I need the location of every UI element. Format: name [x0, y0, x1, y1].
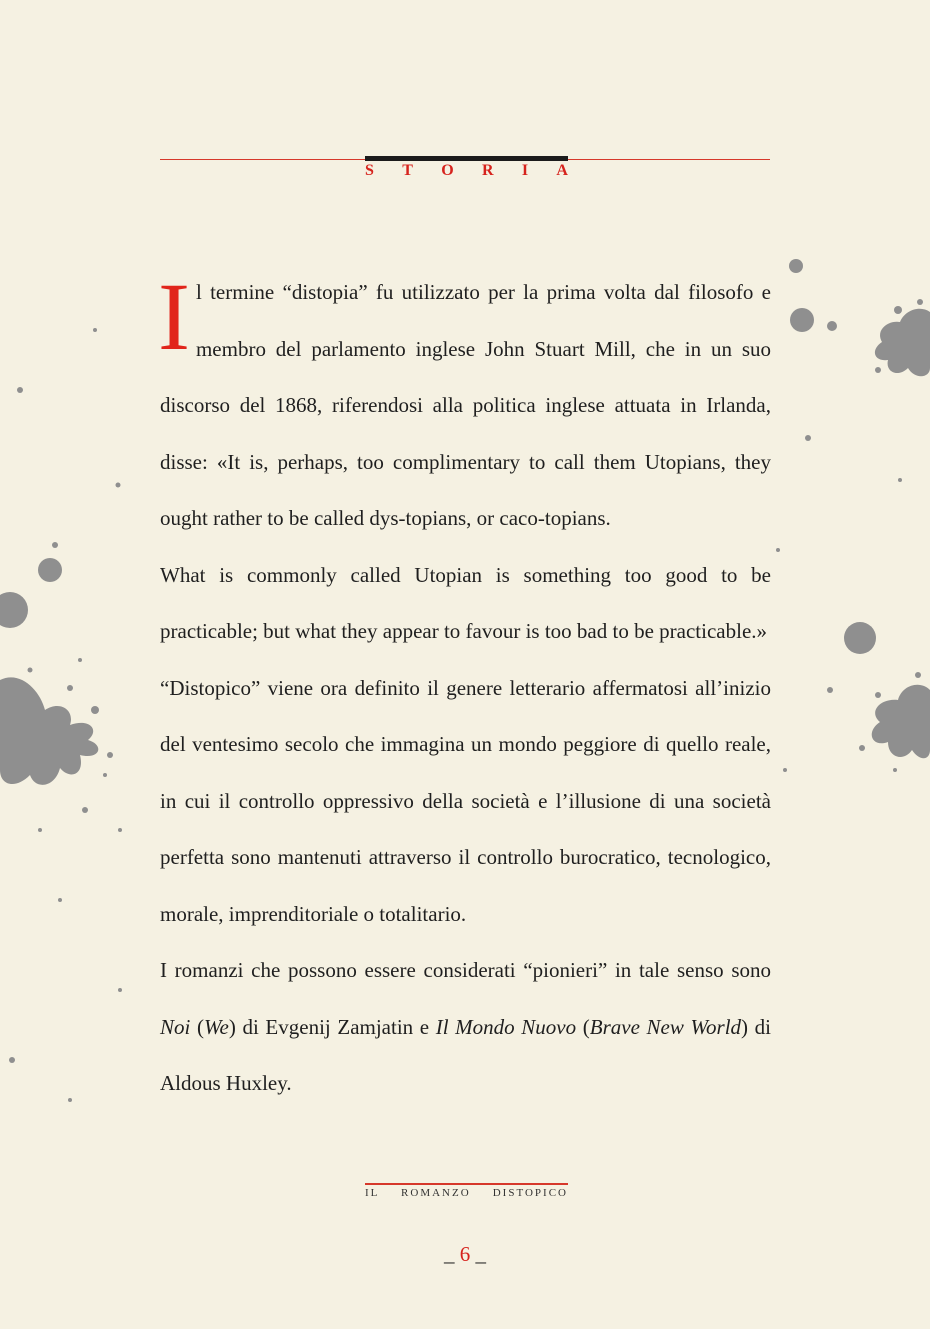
section-title	[365, 162, 568, 180]
paragraph-text: (	[576, 1014, 590, 1039]
drop-cap: I	[158, 263, 190, 370]
book-title-original: Brave New World	[589, 1014, 742, 1039]
page-number-value: 6	[459, 1242, 471, 1266]
paragraph-text: l termine “distopia” fu utilizzato per la prima volta dal filosofo e membro del parlamento inglese John Stuart Mill, che in un suo discorso del 1868, riferendosi alla politica inglese attuata in Irlanda, disse: «It is, perhaps, too complimentary to call them Utopians, they ought rather to be called dys-topians, or caco-topians.	[160, 280, 771, 530]
paragraph: “Distopico” viene ora definito il genere letterario affermatosi all’inizio del ventesimo secolo che immagina un mondo peggiore di quello reale, in cui il controllo oppressivo della società e l’illusione di una società perfetta sono mantenuti attraverso il controllo burocratico, tecnologico, morale, imprenditoriale o totalitario.	[160, 675, 771, 926]
book-title: Noi	[160, 1014, 191, 1039]
paragraph	[160, 264, 771, 547]
paragraph	[160, 942, 771, 1112]
section-title-letter: R	[481, 162, 494, 179]
page-number-suffix: _	[475, 1242, 486, 1266]
header-bar	[365, 156, 568, 161]
section-title-letter: I	[521, 162, 529, 179]
paragraph-text: ) di Evgenij Zamjatin e	[228, 1014, 436, 1039]
footer-rule	[365, 1183, 568, 1185]
body-text	[160, 264, 771, 1112]
section-title-letter: S	[365, 162, 374, 179]
section-title-letter: A	[556, 162, 568, 179]
ink-splatter-right-icon	[770, 250, 930, 810]
page-number-prefix: _	[444, 1242, 455, 1266]
section-title-letter: O	[441, 162, 454, 179]
running-title: IL ROMANZO DISTOPICO	[365, 1187, 568, 1199]
book-title: Il Mondo Nuovo	[435, 1014, 577, 1039]
paragraph-text: ) di Aldous Huxley.	[160, 1014, 771, 1095]
paragraph: What is commonly called Utopian is something too good to be practicable; but what they appear to favour is too bad to be practicable.»	[160, 562, 771, 643]
page-number	[420, 1242, 510, 1267]
ink-splatter-left-icon	[0, 240, 140, 1120]
section-title-letter: T	[402, 162, 413, 179]
paragraph-text: (	[190, 1014, 204, 1039]
book-title-original: We	[203, 1014, 229, 1039]
paragraph-text: I romanzi che possono essere considerati “pionieri” in tale senso sono	[160, 958, 771, 982]
